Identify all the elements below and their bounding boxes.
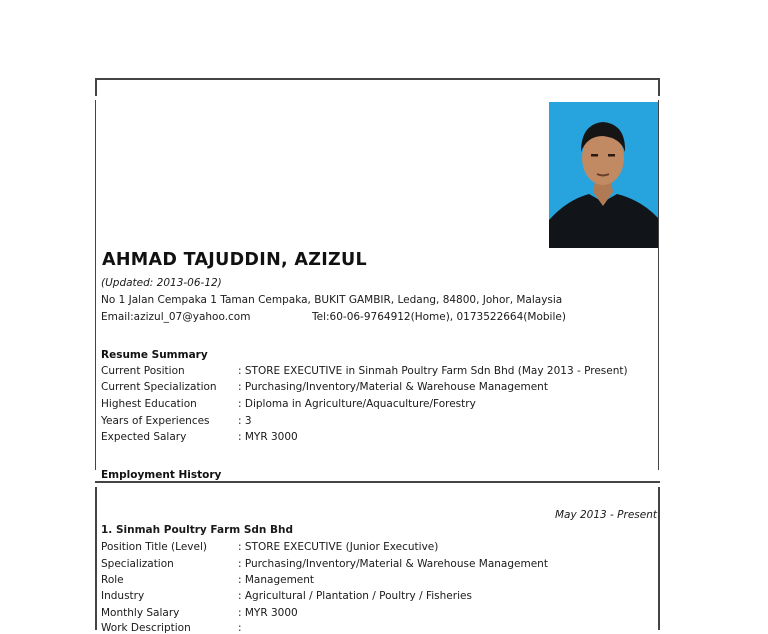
profile-photo: [549, 102, 658, 248]
summary-label: Current Specialization: [101, 381, 217, 393]
resume-summary-title: Resume Summary: [101, 349, 208, 361]
summary-label: Years of Experiences: [101, 415, 210, 427]
frame-edge: [95, 487, 97, 630]
summary-label: Expected Salary: [101, 431, 187, 443]
summary-value: : STORE EXECUTIVE in Sinmah Poultry Farm Sdn Bhd (May 2013 - Present): [238, 365, 628, 377]
employment-label: Role: [101, 574, 124, 586]
summary-value: : Diploma in Agriculture/Aquaculture/Forestry: [238, 398, 476, 410]
employment-value: : Management: [238, 574, 315, 586]
employment-value: : Agricultural / Plantation / Poultry / Fisheries: [238, 590, 472, 602]
frame-edge: [658, 487, 660, 630]
employment-label: Specialization: [101, 558, 174, 570]
employment-label: Monthly Salary: [101, 607, 180, 619]
frame-edge: [95, 78, 97, 96]
employment-label: Industry: [101, 590, 145, 602]
frame-edge: [658, 78, 660, 96]
address: No 1 Jalan Cempaka 1 Taman Cempaka, BUKIT GAMBIR, Ledang, 84800, Johor, Malaysia: [101, 294, 563, 306]
employment-value: :: [238, 622, 242, 634]
employment-date-range: May 2013 - Present: [554, 509, 657, 521]
frame-edge: [658, 100, 659, 470]
employment-value: : MYR 3000: [238, 607, 298, 619]
summary-value: : Purchasing/Inventory/Material & Warehouse Management: [238, 381, 548, 393]
employment-value: : STORE EXECUTIVE (Junior Executive): [238, 541, 439, 553]
summary-label: Highest Education: [101, 398, 197, 410]
employment-label: Work Description: [101, 622, 191, 634]
telephone: Tel:60-06-9764912(Home), 0173522664(Mobile): [312, 311, 566, 323]
employment-history-title: Employment History: [101, 469, 222, 481]
updated-date: (Updated: 2013-06-12): [101, 277, 222, 289]
email[interactable]: Email:azizul_07@yahoo.com: [101, 311, 251, 323]
summary-value: : 3: [238, 415, 252, 427]
candidate-name: AHMAD TAJUDDIN, AZIZUL: [102, 250, 367, 270]
frame-edge: [95, 100, 96, 470]
summary-value: : MYR 3000: [238, 431, 298, 443]
employment-label: Position Title (Level): [101, 541, 207, 553]
employment-value: : Purchasing/Inventory/Material & Warehouse Management: [238, 558, 548, 570]
summary-label: Current Position: [101, 365, 185, 377]
employer-name: 1. Sinmah Poultry Farm Sdn Bhd: [101, 524, 294, 536]
